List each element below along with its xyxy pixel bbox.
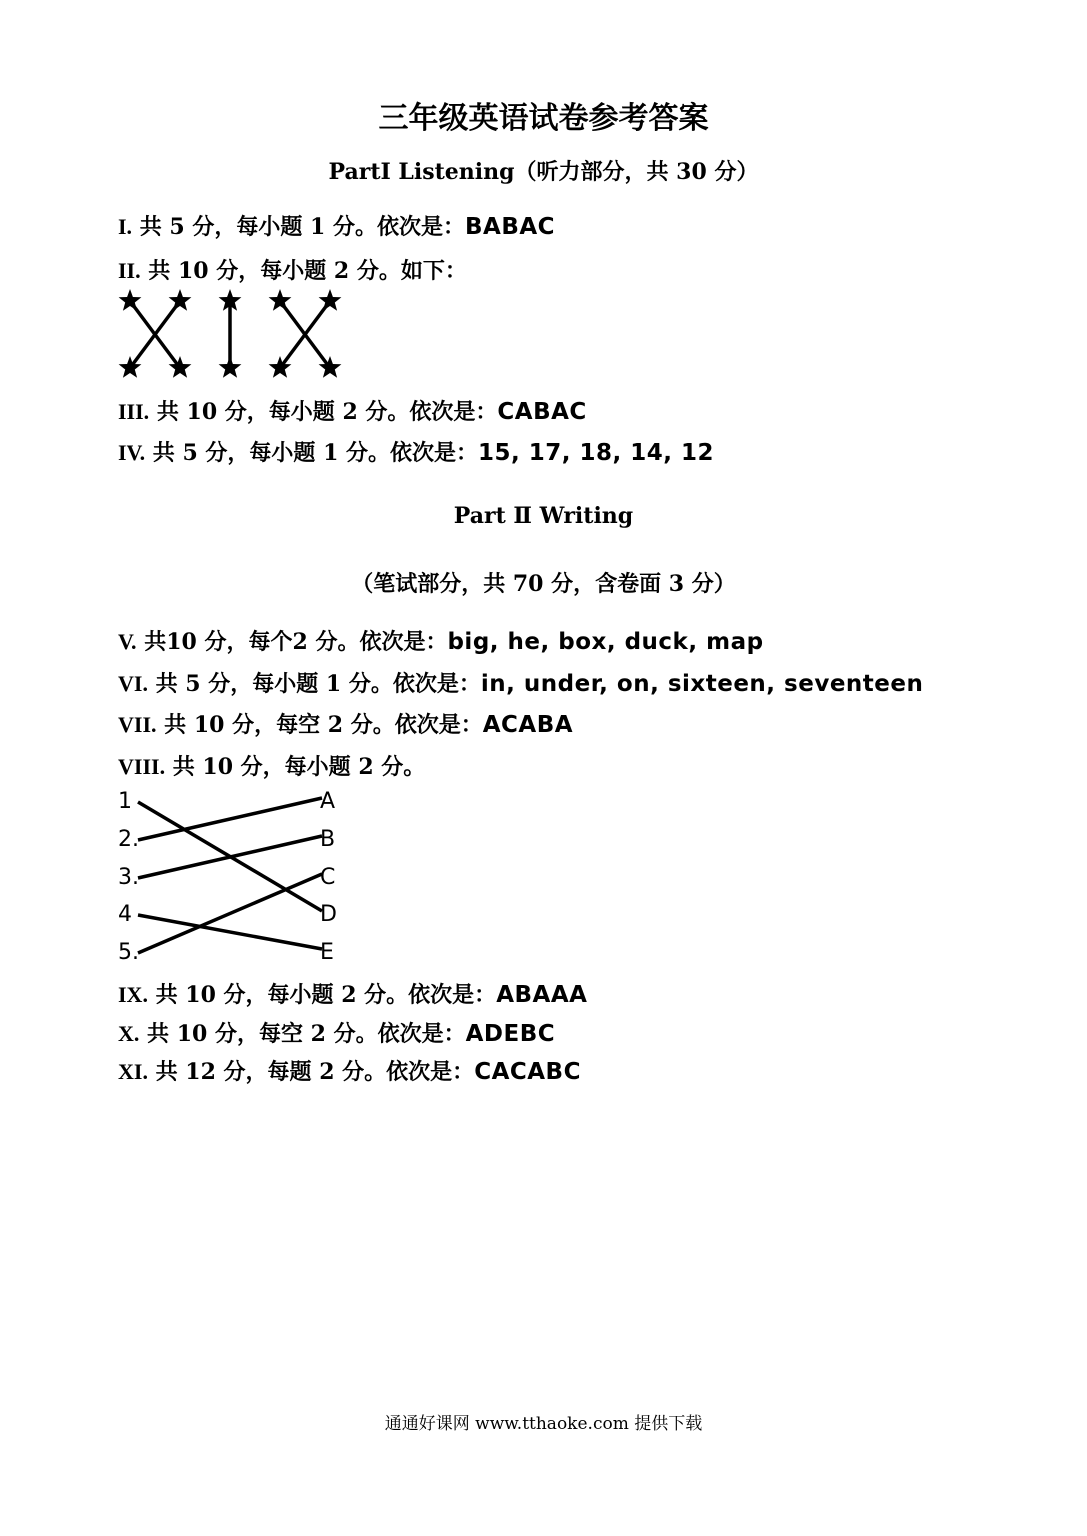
- section-desc: 共 5 分，每小题 1 分。依次是：: [147, 671, 481, 697]
- section-desc: 共 10 分，每空 2 分。依次是：: [156, 712, 483, 738]
- section-desc: 共 10 分，每小题 2 分。依次是：: [147, 982, 497, 1008]
- section-number: II.: [118, 258, 141, 283]
- match-left-label: 1: [118, 789, 132, 814]
- match-right-label: E: [320, 940, 334, 965]
- section-answer: BABAC: [464, 214, 556, 240]
- section-answer: 15, 17, 18, 14, 12: [478, 440, 715, 466]
- section-desc: 共10 分，每个2 分。依次是：: [136, 629, 448, 655]
- match-left-label: 3.: [118, 865, 139, 890]
- section-10: [118, 1017, 555, 1048]
- part1-heading: PartⅠ Listening（听力部分，共 30 分）: [328, 159, 759, 185]
- section-answer: CACABC: [474, 1059, 581, 1085]
- section-desc: 共 10 分，每小题 2 分。依次是：: [149, 399, 498, 425]
- match-connection-line: [138, 836, 322, 878]
- section-answer: ABAAA: [496, 982, 588, 1008]
- match-left-label: 2.: [118, 827, 139, 852]
- section-answer: in, under, on, sixteen, seventeen: [480, 671, 924, 697]
- part2-heading: Part Ⅱ Writing: [453, 503, 634, 529]
- section-desc: 共 12 分，每题 2 分。依次是：: [147, 1059, 475, 1085]
- section-number: IX.: [118, 982, 148, 1007]
- match-left-label: 4: [118, 902, 132, 927]
- match-right-label: B: [320, 827, 336, 852]
- section-number: VIII.: [118, 754, 166, 779]
- section-number: III.: [118, 399, 150, 424]
- section-number: XI.: [118, 1059, 148, 1084]
- section-number: X.: [118, 1021, 140, 1046]
- footer-credit: 通通好课网 www.tthaoke.com 提供下载: [384, 1414, 703, 1434]
- section-11: [118, 1055, 581, 1086]
- section-number: IV.: [118, 440, 146, 465]
- section-answer: ADEBC: [465, 1021, 556, 1047]
- match-right-label: A: [320, 789, 336, 814]
- section-number: VI.: [118, 671, 148, 696]
- part2-subheading: （笔试部分，共 70 分，含卷面 3 分）: [351, 571, 736, 597]
- section-desc: 共 10 分，每小题 2 分。如下：: [140, 258, 467, 284]
- section-9: [118, 978, 587, 1009]
- match-connection-line: [138, 915, 322, 949]
- match-right-label: C: [320, 865, 336, 890]
- section-answer: CABAC: [497, 399, 587, 425]
- section-answer: big, he, box, duck, map: [447, 629, 764, 655]
- match-right-label: D: [320, 902, 337, 927]
- match-left-label: 5.: [118, 940, 139, 965]
- section-answer: ACABA: [482, 712, 574, 738]
- section-desc: 共 10 分，每小题 2 分。: [165, 754, 426, 780]
- section-number: VII.: [118, 712, 157, 737]
- section-number: V.: [118, 629, 137, 654]
- section-number: I.: [118, 214, 133, 239]
- section-desc: 共 5 分，每小题 1 分。依次是：: [145, 440, 479, 466]
- section-desc: 共 5 分，每小题 1 分。依次是：: [132, 214, 465, 240]
- page-title: 三年级英语试卷参考答案: [378, 101, 709, 136]
- match-connection-line: [138, 874, 322, 953]
- section-desc: 共 10 分，每空 2 分。依次是：: [139, 1021, 466, 1047]
